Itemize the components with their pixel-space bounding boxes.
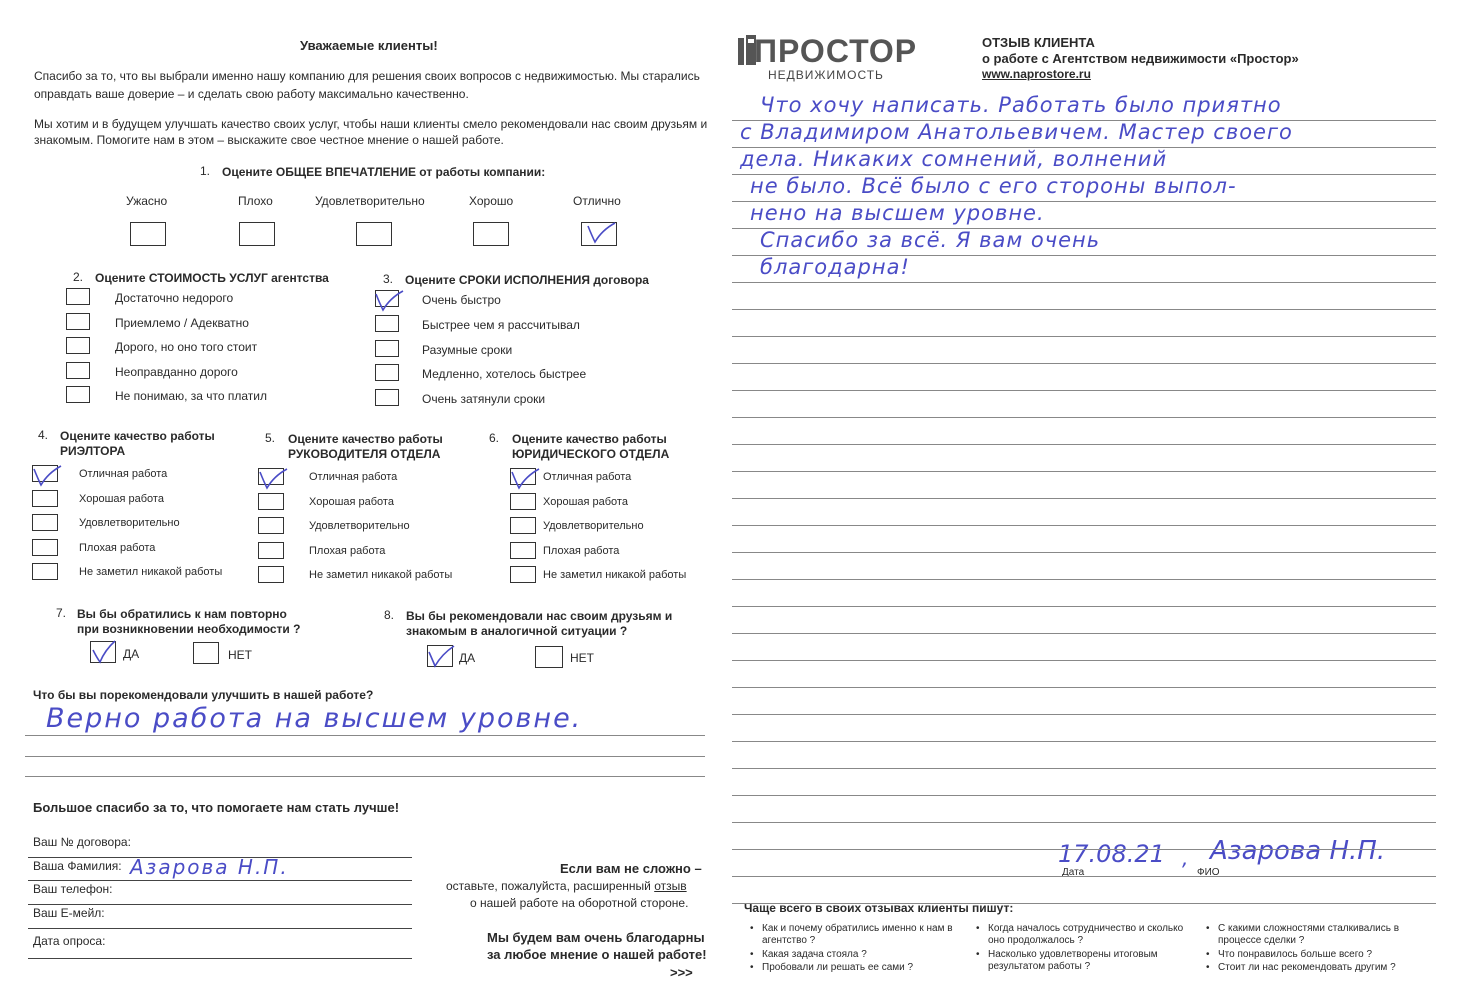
ruled-line (732, 606, 1436, 607)
handwriting-line[interactable]: нено на высшем уровне. (750, 201, 1045, 225)
tips-bullet: • (1206, 962, 1210, 973)
q3-option-label: Быстрее чем я рассчитывал (422, 317, 580, 332)
survey-date-label: Дата опроса: (33, 934, 106, 948)
ruled-line (732, 525, 1436, 526)
q5-option-label: Хорошая работа (309, 495, 394, 508)
tips-bullet: • (1206, 923, 1210, 934)
q3-checkmark (373, 286, 405, 312)
q4-option-label: Удовлетворительно (79, 517, 180, 529)
ruled-line (732, 498, 1436, 499)
q5-option-label: Отличная работа (309, 471, 398, 483)
q5-option-checkbox[interactable] (258, 493, 284, 510)
ruled-line (732, 282, 1436, 283)
intro-line-4: знакомым. Помогите нам в этом – выскажите свое честное мнение о нашей работе. (34, 133, 504, 147)
q1-option-label: Ужасно (126, 194, 168, 208)
q3-option-checkbox[interactable] (375, 364, 399, 381)
q6-option-label: Отличная работа (543, 471, 632, 483)
q6-number: 6. (489, 431, 500, 445)
q2-option-label: Неоправданно дорого (115, 364, 238, 379)
q6-option-checkbox[interactable] (510, 542, 536, 559)
q1-option-label: Отлично (573, 194, 621, 208)
contract-label: Ваш № договора: (33, 835, 131, 849)
ruled-line (732, 336, 1436, 337)
q1-option-checkbox[interactable] (130, 222, 166, 246)
improve-question: Что бы вы порекомендовали улучшить в нашей работе? (33, 688, 374, 702)
q2-title: Оцените СТОИМОСТЬ УСЛУГ агентства (95, 271, 329, 285)
cta-line-2 (446, 879, 687, 893)
handwriting-line[interactable]: Спасибо за всё. Я вам очень (760, 228, 1101, 252)
surname-line[interactable] (28, 880, 412, 881)
q5-option-checkbox[interactable] (258, 566, 284, 583)
q3-option-label: Очень быстро (422, 293, 501, 307)
ruled-line (732, 471, 1436, 472)
header-url[interactable]: www.naprostore.ru (982, 67, 1091, 81)
q7-title-1: Вы бы обратились к нам повторно (77, 607, 287, 621)
q4-option-checkbox[interactable] (32, 539, 58, 556)
ruled-line (732, 822, 1436, 823)
q6-option-label: Не заметил никакой работы (543, 569, 687, 581)
thanks-heading: Большое спасибо за то, что помогаете нам стать лучше! (33, 800, 400, 815)
q5-title-1: Оцените качество работы (288, 432, 443, 446)
q2-option-checkbox[interactable] (66, 386, 90, 403)
cta-line-3: о нашей работе на оборотной стороне. (470, 896, 689, 910)
tips-item: Насколько удовлетворены итоговым результатом работы ? (988, 949, 1158, 972)
q4-option-label: Отличная работа (79, 468, 168, 480)
left-page (0, 0, 720, 1000)
q6-option-checkbox[interactable] (510, 517, 536, 534)
q2-option-label: Достаточно недорого (115, 291, 234, 305)
date-value[interactable]: 17.08.21 (1058, 840, 1165, 868)
q5-option-label: Плохая работа (309, 544, 386, 557)
tips-item: Стоит ли нас рекомендовать другим ? (1218, 962, 1396, 973)
q7-no-label: НЕТ (228, 648, 252, 662)
q6-option-label: Плохая работа (543, 544, 620, 557)
surname-label: Ваша Фамилия: (33, 859, 122, 873)
fio-label: ФИО (1197, 867, 1220, 878)
email-label: Ваш Е-мейл: (33, 906, 105, 920)
q5-checkmark (257, 464, 289, 490)
q5-option-label: Удовлетворительно (309, 520, 410, 532)
q4-checkmark (31, 461, 63, 487)
q4-option-checkbox[interactable] (32, 490, 58, 507)
tips-title: Чаще всего в своих отзывах клиенты пишут: (744, 901, 1014, 915)
q2-option-label: Дорого, но оно того стоит (115, 340, 258, 355)
q8-number: 8. (384, 608, 395, 622)
q8-title-2: знакомым в аналогичной ситуации ? (406, 624, 628, 638)
q5-option-checkbox[interactable] (258, 517, 284, 534)
cta-line-2-text: оставьте, пожалуйста, расширенный (446, 879, 651, 893)
ruled-line (732, 660, 1436, 661)
handwriting-line[interactable]: Что хочу написать. Работать было приятно (760, 93, 1282, 117)
cta-line-1: Если вам не сложно – (560, 861, 702, 876)
q8-yes-checkmark (426, 642, 456, 668)
header-subtitle: о работе с Агентством недвижимости «Простор» (982, 51, 1299, 66)
q4-option-checkbox[interactable] (32, 563, 58, 580)
q3-option-checkbox[interactable] (375, 389, 399, 406)
q8-no-checkbox[interactable] (535, 646, 563, 668)
q1-checkmark (585, 218, 617, 244)
q6-title-2: ЮРИДИЧЕСКОГО ОТДЕЛА (512, 447, 670, 461)
q3-option-checkbox[interactable] (375, 315, 399, 332)
ruled-line (732, 363, 1436, 364)
q3-option-label: Очень затянули сроки (422, 392, 546, 407)
handwriting-line[interactable]: не было. Всё было с его стороны выпол- (750, 174, 1237, 198)
q1-option-label: Хорошо (469, 194, 514, 208)
q3-option-label: Медленно, хотелось быстрее (422, 367, 587, 382)
ruled-line (732, 768, 1436, 769)
q1-option-checkbox[interactable] (473, 222, 509, 246)
ruled-line (732, 552, 1436, 553)
q5-option-checkbox[interactable] (258, 542, 284, 559)
tips-bullet: • (1206, 949, 1210, 960)
review-link[interactable]: отзыв (654, 879, 687, 893)
ruled-line (732, 633, 1436, 634)
ruled-line (732, 876, 1436, 877)
header-title: ОТЗЫВ КЛИЕНТА (982, 35, 1095, 50)
signature-value[interactable]: Азарова Н.П. (1210, 836, 1386, 866)
q1-option-checkbox[interactable] (356, 222, 392, 246)
q3-title: Оцените СРОКИ ИСПОЛНЕНИЯ договора (405, 273, 649, 287)
tips-bullet: • (976, 923, 980, 934)
q1-option-checkbox[interactable] (239, 222, 275, 246)
q6-option-label: Хорошая работа (543, 495, 628, 508)
ruled-line (732, 903, 1436, 904)
tips-item: Как и почему обратились именно к нам в агентство ? (762, 923, 953, 946)
surname-value[interactable]: Азарова Н.П. (130, 855, 289, 879)
q4-option-label: Плохая работа (79, 541, 156, 554)
ruled-line (732, 795, 1436, 796)
q5-option-label: Не заметил никакой работы (309, 569, 453, 581)
q8-no-label: НЕТ (570, 651, 594, 665)
handwriting-line[interactable]: с Владимиром Анатольевичем. Мастер своего (740, 120, 1293, 144)
improve-line-3 (25, 776, 705, 777)
q7-yes-checkmark (89, 638, 119, 664)
ruled-line (732, 390, 1436, 391)
q6-title-1: Оцените качество работы (512, 432, 667, 446)
tips-item: С какими сложностями сталкивались в процессе сделки ? (1218, 923, 1400, 946)
improve-line-2 (25, 756, 705, 757)
tips-bullet: • (976, 949, 980, 960)
q8-title-1: Вы бы рекомендовали нас своим друзьям и (406, 609, 673, 623)
q2-option-label: Не понимаю, за что платил (115, 389, 268, 404)
q7-no-checkbox[interactable] (193, 642, 219, 664)
q4-title-1: Оцените качество работы (60, 429, 215, 443)
ruled-line (732, 579, 1436, 580)
handwriting-line[interactable]: благодарна! (760, 255, 910, 279)
q5-number: 5. (265, 431, 276, 445)
q4-option-label: Не заметил никакой работы (79, 566, 223, 578)
logo-sub: НЕДВИЖИМОСТЬ (768, 68, 884, 82)
phone-label: Ваш телефон: (33, 882, 113, 896)
q7-title-2: при возникновении необходимости ? (77, 622, 301, 636)
q6-option-checkbox[interactable] (510, 566, 536, 583)
tips-item: Какая задача стояла ? (762, 949, 867, 960)
date-label: Дата (1062, 867, 1085, 878)
logo-main: ПРОСТОР (754, 33, 918, 69)
q2-option-label: Приемлемо / Адекватно (115, 315, 249, 330)
q6-checkmark (509, 464, 541, 490)
q5-title-2: РУКОВОДИТЕЛЯ ОТДЕЛА (288, 447, 441, 461)
q2-number: 2. (73, 270, 84, 284)
tips-item: Пробовали ли решать ее сами ? (762, 962, 914, 973)
q2-option-checkbox[interactable] (66, 337, 90, 354)
intro-line-2: оправдать ваше доверие – и сделать свою работу максимально качественно. (34, 87, 469, 101)
improve-answer[interactable]: Верно работа на высшем уровне. (46, 703, 583, 734)
q4-number: 4. (38, 428, 49, 442)
q4-option-label: Хорошая работа (79, 492, 164, 505)
q3-option-checkbox[interactable] (375, 340, 399, 357)
next-arrows: >>> (670, 965, 693, 980)
q8-yes-label: ДА (459, 651, 476, 665)
ruled-line (732, 687, 1436, 688)
tips-bullet: • (750, 962, 754, 973)
right-page (720, 0, 1469, 1000)
phone-line[interactable] (28, 904, 412, 905)
q7-number: 7. (56, 606, 67, 620)
cta-line-5: за любое мнение о нашей работе! (487, 947, 707, 962)
q1-title: Оцените ОБЩЕЕ ВПЕЧАТЛЕНИЕ от работы компании: (222, 165, 546, 179)
ruled-line (732, 417, 1436, 418)
greeting-heading: Уважаемые клиенты! (300, 38, 438, 53)
handwriting-line[interactable]: дела. Никаких сомнений, волнений (740, 147, 1168, 171)
q2-option-checkbox[interactable] (66, 313, 90, 330)
email-line[interactable] (28, 928, 412, 929)
ruled-line (732, 849, 1436, 850)
survey-date-line[interactable] (28, 958, 412, 959)
ruled-line (732, 714, 1436, 715)
q6-option-label: Удовлетворительно (543, 520, 644, 532)
q1-option-label: Удовлетворительно (315, 194, 425, 208)
q1-number: 1. (200, 164, 211, 178)
ruled-line (732, 444, 1436, 445)
q2-option-checkbox[interactable] (66, 362, 90, 379)
ruled-line (732, 309, 1436, 310)
q4-option-checkbox[interactable] (32, 514, 58, 531)
improve-line-1 (25, 735, 705, 736)
tips-item: Когда началось сотрудничество и сколько оно продолжалось ? (988, 923, 1184, 946)
cta-line-4: Мы будем вам очень благодарны (487, 930, 705, 945)
q7-yes-label: ДА (123, 647, 140, 661)
signature-separator: , (1182, 846, 1189, 870)
q2-option-checkbox[interactable] (66, 288, 90, 305)
tips-item: Что понравилось больше всего ? (1218, 949, 1373, 960)
q1-option-label: Плохо (238, 194, 273, 208)
q3-option-label: Разумные сроки (422, 342, 513, 357)
q6-option-checkbox[interactable] (510, 493, 536, 510)
intro-line-1: Спасибо за то, что вы выбрали именно нашу компанию для решения своих вопросов с недвижимостью. Мы старались (34, 69, 700, 83)
tips-bullet: • (750, 923, 754, 934)
tips-bullet: • (750, 949, 754, 960)
intro-line-3: Мы хотим и в будущем улучшать качество своих услуг, чтобы наши клиенты смело рекомендовали нас своим друзьям и (34, 117, 708, 131)
q4-title-2: РИЭЛТОРА (60, 444, 126, 458)
ruled-line (732, 741, 1436, 742)
q3-number: 3. (383, 272, 394, 286)
